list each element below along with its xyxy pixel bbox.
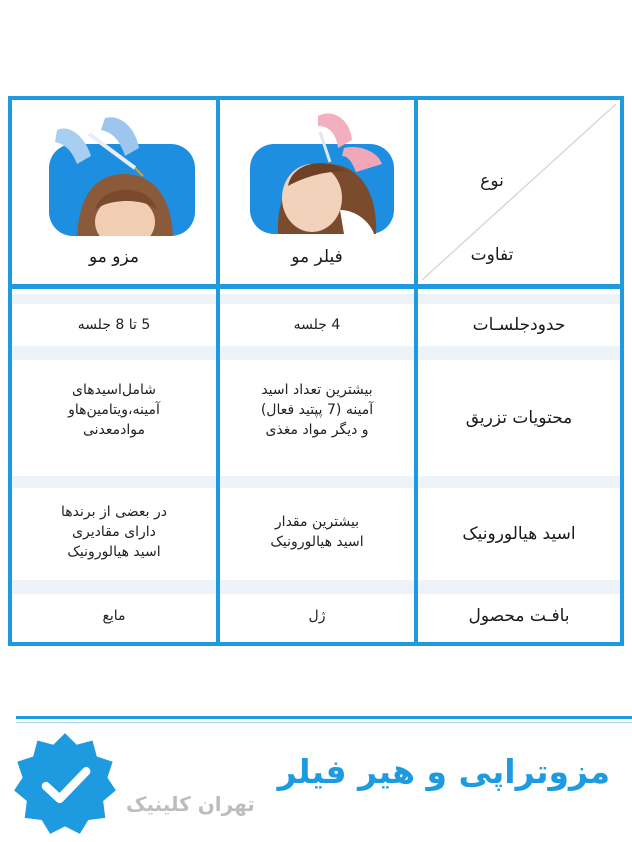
header-corner-difference: تفاوت — [470, 245, 514, 265]
row-label-texture: بافـت محصول — [468, 606, 570, 626]
footer-divider — [16, 716, 632, 719]
row-label-contents: محتویات تزریق — [465, 408, 573, 428]
row-label-hyaluronic: اسید هیالورونیک — [462, 524, 576, 544]
header-meso: مزو مو — [89, 247, 139, 267]
cell-meso-hyaluronic: در بعضی از برندها دارای مقادیری اسید هیالورونیک — [61, 504, 167, 560]
header-corner-type: نوع — [480, 171, 504, 191]
verified-badge-icon — [12, 731, 118, 837]
row-label-sessions: حدودجلسـات — [472, 315, 566, 335]
cell-filler-hyaluronic: بیشترین مقدار اسید هیالورونیک — [270, 514, 364, 550]
cell-meso-contents: شامل‌اسیدهای آمینه،ویتامین‌هاو موادمعدنی — [68, 382, 160, 438]
header-divider — [12, 284, 620, 289]
footer-divider-thin — [16, 722, 632, 723]
cell-meso-sessions: 5 تا 8 جلسه — [77, 317, 151, 333]
cell-filler-sessions: 4 جلسه — [293, 317, 341, 333]
brand-name: تهران کلینیک — [126, 792, 255, 816]
cell-filler-contents: بیشترین تعداد اسید آمینه (7 پپتید فعال) و دیگر مواد مغذی — [260, 382, 374, 438]
cell-meso-texture: مایع — [102, 608, 126, 624]
filler-hair-photo — [248, 106, 398, 236]
row-band — [12, 476, 620, 488]
cell-filler-texture: ژل — [308, 608, 326, 624]
meso-hair-photo — [49, 114, 199, 236]
comparison-table — [8, 96, 624, 646]
row-band — [12, 294, 620, 304]
row-band — [12, 346, 620, 360]
page-title: مزوتراپی و هیر فیلر — [277, 752, 610, 791]
header-filler: فیلر مو — [291, 247, 343, 267]
row-band — [12, 580, 620, 594]
